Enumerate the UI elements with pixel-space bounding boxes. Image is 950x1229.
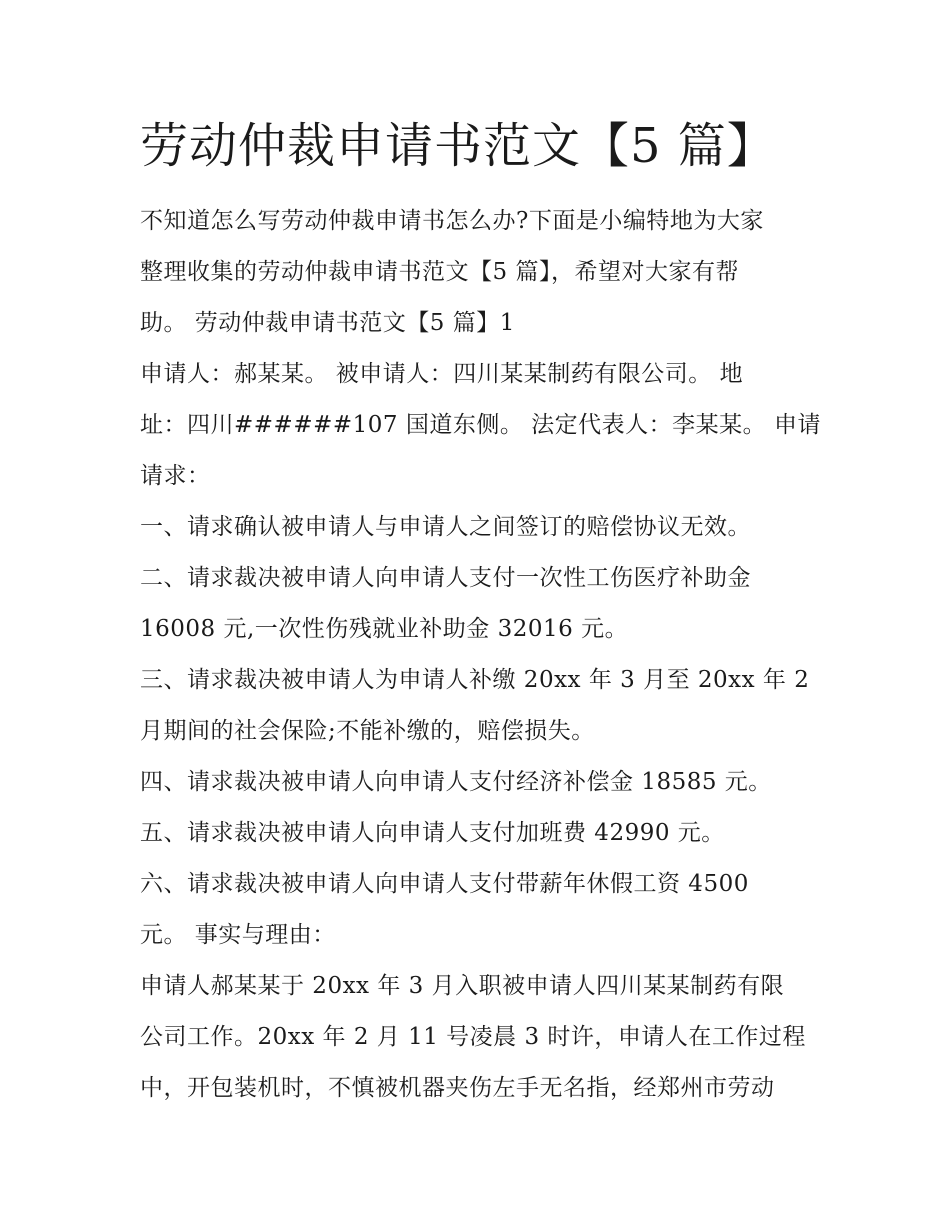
text-line: 申请人郝某某于 20xx 年 3 月入职被申请人四川某某制药有限 [140, 973, 785, 999]
text-line: 月期间的社会保险;不能补缴的，赔偿损失。 [140, 718, 595, 744]
text-line: 六、请求裁决被申请人向申请人支付带薪年休假工资 4500 [140, 871, 749, 897]
text-line: 三、请求裁决被申请人为申请人补缴 20xx 年 3 月至 20xx 年 2 [140, 667, 810, 693]
text-line: 申请人：郝某某。 被申请人：四川某某制药有限公司。 地 [140, 361, 744, 387]
text-line: 助。 劳动仲裁申请书范文【5 篇】1 [140, 310, 515, 336]
text-line: 16008 元,一次性伤残就业补助金 32016 元。 [140, 616, 629, 642]
text-line: 整理收集的劳动仲裁申请书范文【5 篇】，希望对大家有帮 [140, 259, 739, 285]
text-line: 公司工作。20xx 年 2 月 11 号凌晨 3 时许，申请人在工作过程 [140, 1024, 806, 1050]
document-body [140, 196, 820, 1114]
text-line: 二、请求裁决被申请人向申请人支付一次性工伤医疗补助金 [140, 565, 751, 591]
text-line: 中，开包装机时，不慎被机器夹伤左手无名指，经郑州市劳动 [140, 1075, 775, 1101]
text-line: 四、请求裁决被申请人向申请人支付经济补偿金 18585 元。 [140, 769, 772, 795]
text-line: 址：四川######107 国道东侧。 法定代表人：李某某。 申请 [140, 412, 821, 438]
text-line: 元。 事实与理由： [140, 922, 336, 948]
text-line: 五、请求裁决被申请人向申请人支付加班费 42990 元。 [140, 820, 725, 846]
text-line: 一、请求确认被申请人与申请人之间签订的赔偿协议无效。 [140, 514, 751, 540]
text-line: 不知道怎么写劳动仲裁申请书怎么办?下面是小编特地为大家 [140, 208, 764, 234]
text-line: 请求： [140, 463, 211, 489]
document-title: 劳动仲裁申请书范文【5 篇】 [140, 118, 776, 174]
